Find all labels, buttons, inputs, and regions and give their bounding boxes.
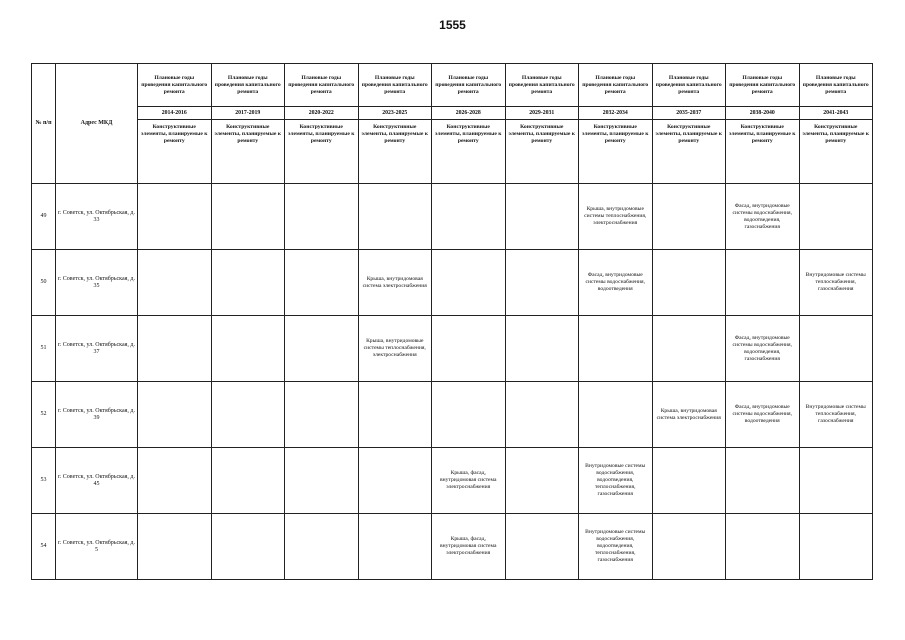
column-header-address: Адрес МКД [56,64,138,184]
repair-cell [799,316,873,382]
repair-cell [358,514,432,580]
repair-cell [432,184,506,250]
period-years: 2029-2031 [505,107,579,120]
repair-cell [138,316,212,382]
period-subtitle: Конструктивные элементы, планируемые к ремонту [505,120,579,184]
row-number: 54 [32,514,56,580]
repair-cell [285,316,359,382]
period-title: Плановые годы проведения капитального ремонта [211,64,285,107]
repair-cell [726,250,800,316]
repair-cell: Фасад, внутридомовые системы водоснабжения, водоотведения, газоснабжения [726,316,800,382]
repair-cell [652,448,726,514]
period-subtitle: Конструктивные элементы, планируемые к ремонту [211,120,285,184]
column-header-number: № п/п [32,64,56,184]
repair-cell [358,448,432,514]
repair-cell: Крыша, фасад, внутридомовая система электроснабжения [432,514,506,580]
repair-cell: Фасад, внутридомовые системы водоснабжения, водоотведения [726,382,800,448]
repair-cell: Крыша, внутридомовая система электроснабжения [652,382,726,448]
period-subtitle: Конструктивные элементы, планируемые к ремонту [799,120,873,184]
row-address: г. Советск, ул. Октябрьская, д. 35 [56,250,138,316]
repair-cell [211,316,285,382]
repair-cell [505,184,579,250]
repair-cell [285,184,359,250]
period-subtitle: Конструктивные элементы, планируемые к ремонту [726,120,800,184]
period-title: Плановые годы проведения капитального ремонта [726,64,800,107]
repair-cell: Крыша, внутридомовые системы теплоснабжения, электроснабжения [579,184,653,250]
capital-repair-plan-table [31,63,873,580]
repair-cell [432,316,506,382]
repair-cell [285,382,359,448]
row-address: г. Советск, ул. Октябрьская, д. 45 [56,448,138,514]
repair-cell [211,250,285,316]
table-row [32,316,873,382]
repair-cell [432,382,506,448]
period-years: 2035-2037 [652,107,726,120]
period-title: Плановые годы проведения капитального ремонта [138,64,212,107]
repair-cell: Крыша, фасад, внутридомовая система электроснабжения [432,448,506,514]
table-row [32,382,873,448]
row-address: г. Советск, ул. Октябрьская, д. 5 [56,514,138,580]
repair-cell [211,184,285,250]
row-number: 50 [32,250,56,316]
repair-cell [505,316,579,382]
repair-cell [726,448,800,514]
page-number: 1555 [439,18,466,32]
period-years: 2014-2016 [138,107,212,120]
header-subtitle-row [32,120,873,184]
repair-cell [138,184,212,250]
repair-cell [285,448,359,514]
repair-cell [358,382,432,448]
repair-cell: Внутридомовые системы теплоснабжения, газоснабжения [799,382,873,448]
row-number: 52 [32,382,56,448]
period-subtitle: Конструктивные элементы, планируемые к ремонту [432,120,506,184]
period-title: Плановые годы проведения капитального ремонта [358,64,432,107]
repair-cell [358,184,432,250]
repair-cell [211,382,285,448]
repair-cell [799,448,873,514]
row-address: г. Советск, ул. Октябрьская, д. 37 [56,316,138,382]
table-row [32,448,873,514]
repair-cell [579,382,653,448]
period-years: 2017-2019 [211,107,285,120]
repair-cell: Внутридомовые системы водоснабжения, водоотведения, теплоснабжения, газоснабжения [579,514,653,580]
repair-cell [211,514,285,580]
repair-cell [211,448,285,514]
period-title: Плановые годы проведения капитального ремонта [285,64,359,107]
row-number: 53 [32,448,56,514]
repair-cell [579,316,653,382]
period-title: Плановые годы проведения капитального ремонта [799,64,873,107]
repair-cell [799,514,873,580]
repair-cell [652,316,726,382]
repair-cell [285,514,359,580]
repair-cell: Крыша, внутридомовые системы теплоснабжения, электроснабжения [358,316,432,382]
period-years: 2032-2034 [579,107,653,120]
repair-cell [726,514,800,580]
period-years: 2026-2028 [432,107,506,120]
repair-cell [138,514,212,580]
period-title: Плановые годы проведения капитального ремонта [432,64,506,107]
header-years-row [32,107,873,120]
period-years: 2020-2022 [285,107,359,120]
repair-cell: Фасад, внутридомовые системы водоснабжения, водоотведения, газоснабжения [726,184,800,250]
repair-cell [505,514,579,580]
period-years: 2038-2040 [726,107,800,120]
period-title: Плановые годы проведения капитального ремонта [579,64,653,107]
row-number: 51 [32,316,56,382]
row-number: 49 [32,184,56,250]
repair-cell [652,514,726,580]
period-title: Плановые годы проведения капитального ремонта [652,64,726,107]
repair-cell: Крыша, внутридомовая система электроснабжения [358,250,432,316]
period-years: 2023-2025 [358,107,432,120]
header-title-row [32,64,873,107]
repair-cell [432,250,506,316]
period-subtitle: Конструктивные элементы, планируемые к ремонту [358,120,432,184]
repair-cell [505,382,579,448]
repair-cell [285,250,359,316]
row-address: г. Советск, ул. Октябрьская, д. 39 [56,382,138,448]
row-address: г. Советск, ул. Октябрьская, д. 33 [56,184,138,250]
repair-cell [652,184,726,250]
repair-cell [799,184,873,250]
period-subtitle: Конструктивные элементы, планируемые к ремонту [579,120,653,184]
repair-cell [138,250,212,316]
table-row [32,184,873,250]
repair-cell [505,448,579,514]
repair-cell [138,382,212,448]
period-subtitle: Конструктивные элементы, планируемые к ремонту [652,120,726,184]
repair-cell [652,250,726,316]
period-title: Плановые годы проведения капитального ремонта [505,64,579,107]
table-row [32,250,873,316]
period-subtitle: Конструктивные элементы, планируемые к ремонту [285,120,359,184]
repair-cell: Фасад, внутридомовые системы водоснабжения, водоотведения [579,250,653,316]
repair-cell [505,250,579,316]
repair-cell: Внутридомовые системы теплоснабжения, газоснабжения [799,250,873,316]
repair-cell [138,448,212,514]
repair-cell: Внутридомовые системы водоснабжения, водоотведения, теплоснабжения, газоснабжения [579,448,653,514]
period-subtitle: Конструктивные элементы, планируемые к ремонту [138,120,212,184]
period-years: 2041-2043 [799,107,873,120]
table-row [32,514,873,580]
